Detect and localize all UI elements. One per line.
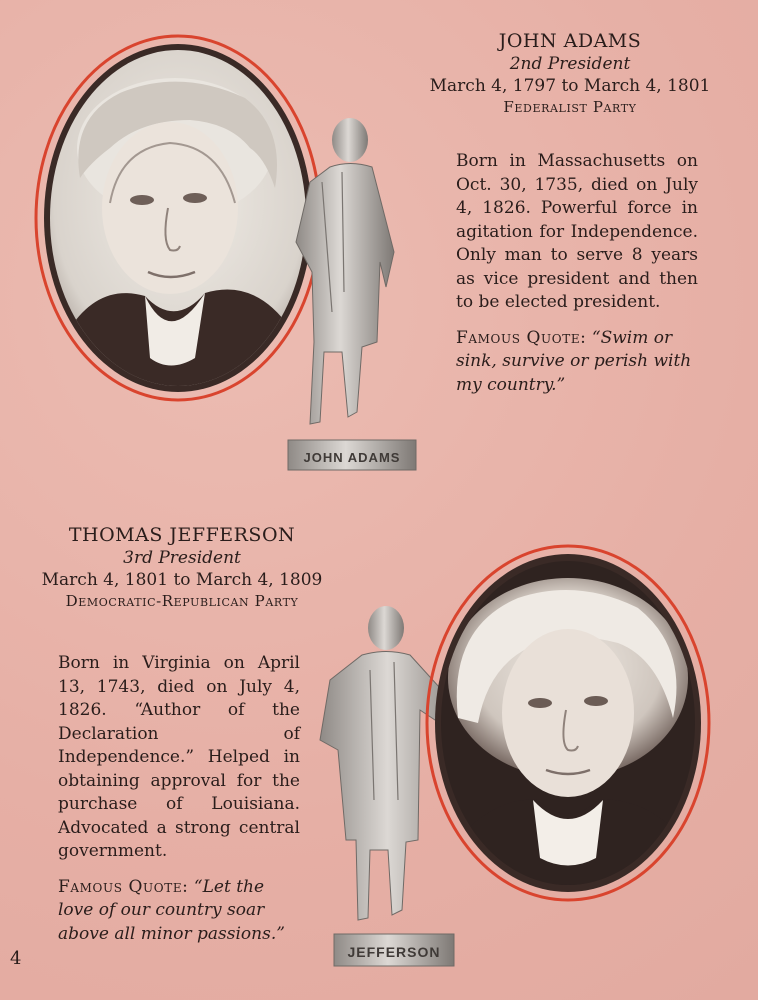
jefferson-name: THOMAS JEFFERSON (68, 524, 296, 546)
adams-statue-label: JOHN ADAMS (303, 450, 401, 465)
jefferson-term: March 4, 1801 to March 4, 1809 (41, 570, 323, 590)
adams-term: March 4, 1797 to March 4, 1801 (429, 76, 711, 96)
adams-quote-label: Famous Quote: (456, 327, 587, 348)
jefferson-quote (58, 876, 300, 947)
jefferson-statue-label: JEFFERSON (347, 944, 441, 960)
adams-statue-icon (282, 112, 422, 482)
adams-name: JOHN ADAMS (498, 30, 642, 52)
jefferson-text (58, 652, 300, 946)
adams-quote (456, 327, 698, 398)
jefferson-portrait-icon (418, 538, 718, 918)
jefferson-quote-label: Famous Quote: (58, 876, 189, 897)
adams-quote-text: “Swim or sink, survive or perish with my country.” (456, 327, 692, 395)
jefferson-party: Democratic-Republican Party (65, 592, 299, 610)
adams-party: Federalist Party (503, 98, 637, 116)
jefferson-bio: Born in Virginia on April 13, 1743, died on July 4, 1826. “Author of the Declaration of Independence.” Helped in obtaining approval for the purchase of Louisiana. Advocated a strong central government. (58, 653, 300, 861)
adams-bio: Born in Massachusetts on Oct. 30, 1735, died on July 4, 1826. Powerful force in agitation for Independence. Only man to serve 8 years as vice president and then to be elected president. (456, 151, 698, 312)
jefferson-info (22, 524, 342, 610)
adams-info (420, 30, 720, 116)
jefferson-quote-text: “Let the love of our country soar above all minor passions.” (58, 876, 285, 944)
adams-ordinal: 2nd President (509, 54, 631, 74)
jefferson-ordinal: 3rd President (123, 548, 241, 568)
page-number: 4 (10, 948, 22, 969)
adams-text (456, 150, 698, 397)
